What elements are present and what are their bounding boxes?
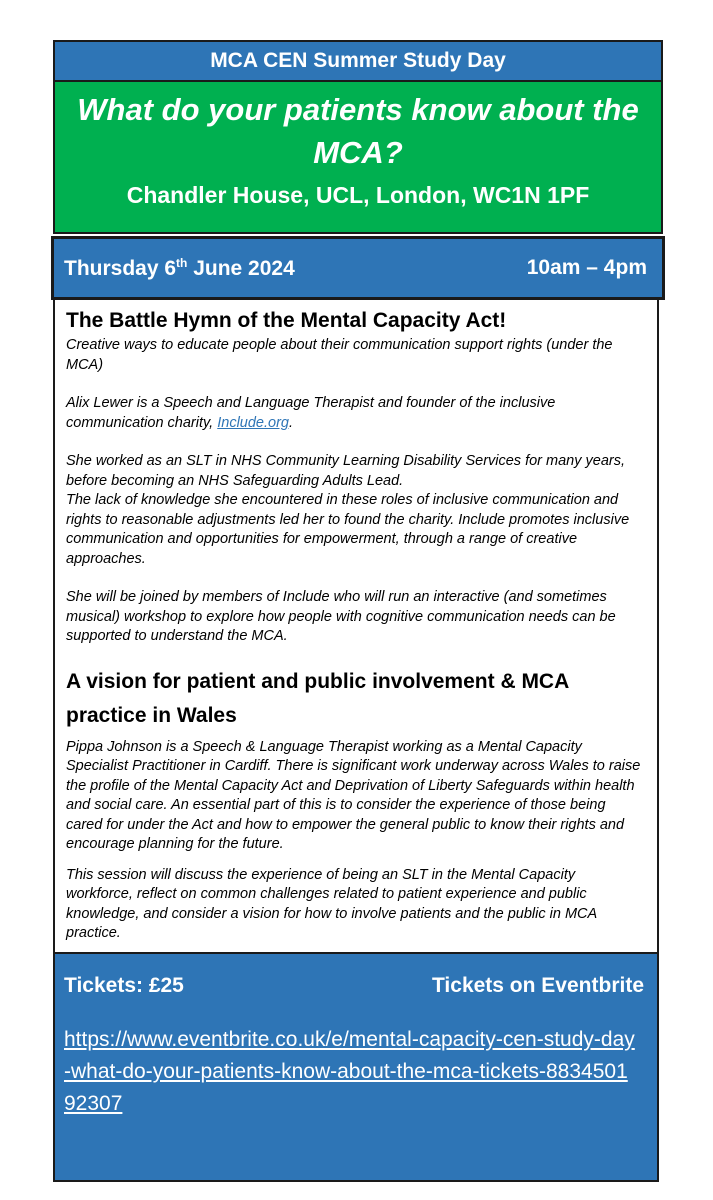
session-2-para: This session will discuss the experience of being an SLT in the Mental Capacity workforce, reflect on common challenges related to patient experience and public knowledge, and consider a vision for how to involve patients and the public in MCA practice. (66, 866, 597, 941)
session-2-para: Pippa Johnson is a Speech & Language Therapist working as a Mental Capacity Specialist Practitioner in Cardiff. There is significant work underway across Wales to raise the profile of the Mental Capacity Act and Deprivation of Liberty Safeguards within health and social care. An essential part of this is to consider the experience of those being cared for under the Act and how to empower the general public to know their rights and encourage planning for the future. (66, 738, 641, 852)
event-banner (53, 40, 663, 82)
session-1-title: The Battle Hymn of the Mental Capacity Act! (66, 309, 507, 332)
session-1-para: The lack of knowledge she encountered in these roles of inclusive communication and rights to reasonable adjustments led her to found the charity. Include promotes inclusive communication and opportunities for empowerment, through a range of creative approaches. (66, 492, 630, 567)
programme-content (53, 300, 659, 954)
event-series-title: MCA CEN Summer Study Day (210, 49, 506, 72)
event-time: 10am – 4pm (526, 256, 647, 279)
ticket-source: Tickets on Eventbrite (431, 974, 644, 997)
session-2-title: A vision for patient and public involvement & MCA practice in Wales (66, 669, 569, 727)
event-question-title: What do your patients know about the MCA? (77, 92, 639, 170)
eventbrite-link[interactable]: https://www.eventbrite.co.uk/e/mental-capacity-cen-study-day-what-do-your-patients-know-about-the-mca-tickets-883450192307 (64, 1028, 635, 1115)
session-1-para: She will be joined by members of Include who will run an interactive (and sometimes musical) workshop to explore how people with cognitive communication needs can be supported to understand the MCA. (66, 589, 616, 644)
ticket-price: Tickets: £25 (64, 974, 184, 997)
session-2 (66, 665, 645, 944)
event-venue: Chandler House, UCL, London, WC1N 1PF (126, 182, 590, 208)
session-1-subtitle: Creative ways to educate people about their communication support rights (under the MCA) (66, 337, 613, 373)
tickets-panel (53, 952, 659, 1182)
session-1 (66, 306, 645, 647)
hero-panel (53, 82, 663, 234)
event-date: Thursday 6th June 2024 (64, 255, 295, 280)
date-time-bar (51, 236, 665, 300)
session-1-para: She worked as an SLT in NHS Community Learning Disability Services for many years, before becoming an NHS Safeguarding Adults Lead. (66, 453, 626, 489)
include-org-link[interactable]: Include.org (217, 414, 289, 431)
session-1-bio: Alix Lewer is a Speech and Language Therapist and founder of the inclusive communication charity, Include.org. (66, 395, 556, 431)
